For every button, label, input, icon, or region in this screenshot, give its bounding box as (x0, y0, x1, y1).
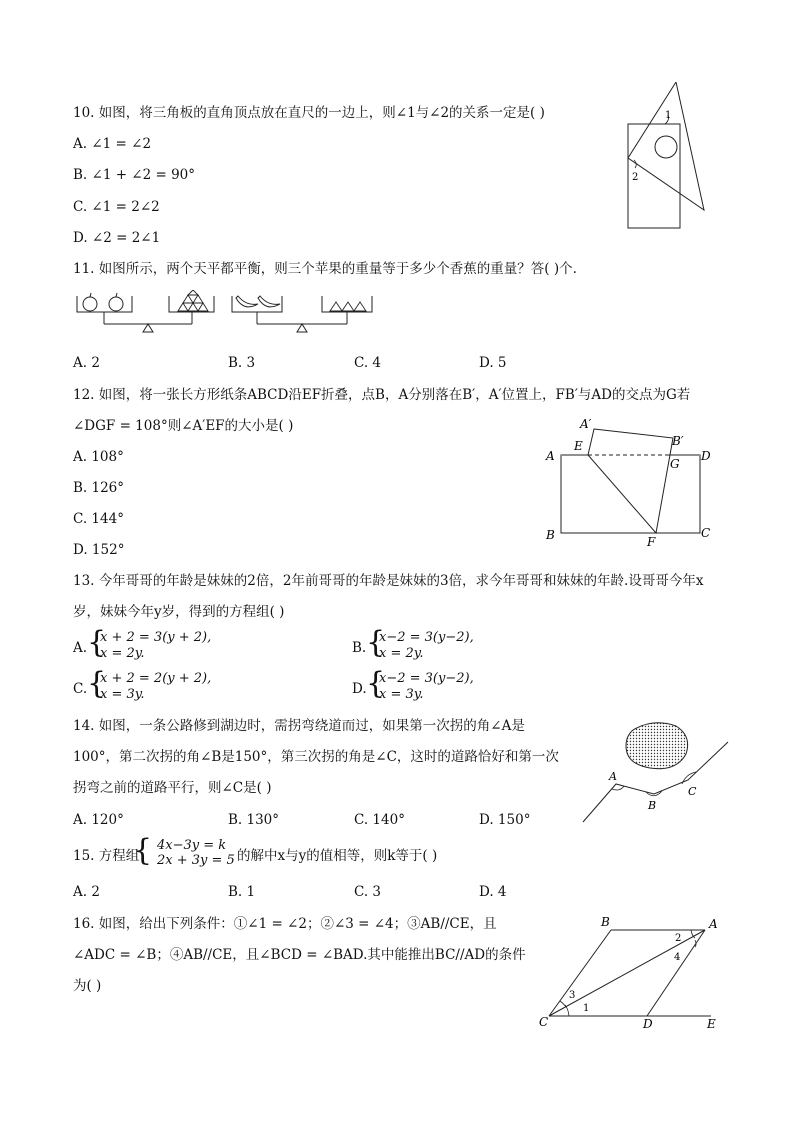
q13-stem-line2: 岁，妹妹今年y岁，得到的方程组( ) (73, 604, 285, 620)
q14-option-a[interactable]: A. 120° (73, 812, 124, 828)
q12-label-g: G (670, 457, 680, 471)
q11-option-c[interactable]: C. 4 (354, 355, 382, 371)
q13-option-d-eq2: x = 3y. (379, 687, 424, 702)
q10-label-1: 1 (665, 110, 672, 121)
q15-option-c[interactable]: C. 3 (354, 884, 382, 900)
q13-option-c-eq1: x + 2 = 2(y + 2), (100, 671, 212, 686)
q15-suffix: 的解中x与y的值相等，则k等于( ) (237, 848, 438, 864)
q12-label-d: D (701, 449, 711, 463)
q12-stem-line1: 12. 如图，将一张长方形纸条ABCD沿EF折叠，点B，A分别落在B′，A′位置上，FB′与AD的交点为G若 (73, 387, 691, 403)
q14-option-d[interactable]: D. 150° (479, 812, 531, 828)
q11-stem: 11. 如图所示，两个天平都平衡，则三个苹果的重量等于多少个香蕉的重量？答( )个. (73, 261, 577, 277)
q13-option-b-brace: { (366, 625, 386, 660)
q16-figure-parallelogram (535, 912, 725, 1034)
q12-label-c: C (701, 526, 711, 540)
weight-triangles-left (178, 290, 208, 311)
q14-label-b: B (648, 799, 657, 812)
q10-label-2: 2 (632, 172, 639, 183)
q13-option-b-letter: B. (352, 640, 367, 656)
q12-label-b: B (546, 528, 555, 542)
q13-option-d-brace: { (366, 666, 386, 701)
q12-option-c[interactable]: C. 144° (73, 511, 124, 527)
q16-label-c: C (539, 1015, 549, 1029)
q10-option-b[interactable]: B. ∠1 + ∠2 = 90° (73, 167, 196, 183)
q12-stem-line2: ∠DGF = 108°则∠A′EF的大小是( ) (73, 418, 294, 434)
q12-option-b[interactable]: B. 126° (73, 480, 125, 496)
q13-stem-line1: 13. 今年哥哥的年龄是妹妹的2倍，2年前哥哥的年龄是妹妹的3倍，求今年哥哥和妹妹的年龄.设哥哥今年x (73, 573, 704, 589)
q10-stem: 10. 如图，将三角板的直角顶点放在直尺的一边上，则∠1与∠2的关系一定是( ) (73, 105, 545, 121)
q16-stem-line2: ∠ADC = ∠B；④AB//CE，且∠BCD = ∠BAD.其中能推出BC//AD的条件 (73, 947, 526, 963)
q12-label-f: F (647, 535, 656, 547)
q13-option-a-eq1: x + 2 = 3(y + 2), (100, 630, 212, 645)
q16-label-b: B (601, 915, 610, 929)
q16-label-1: 1 (583, 1003, 590, 1014)
q15-prefix: 15. 方程组 (73, 848, 140, 864)
q12-figure-folded-paper (540, 412, 720, 547)
q14-option-c[interactable]: C. 140° (354, 812, 405, 828)
q12-option-d[interactable]: D. 152° (73, 542, 125, 558)
banana-icon (258, 296, 280, 307)
q13-option-c-brace: { (87, 666, 107, 701)
q15-option-d[interactable]: D. 4 (479, 884, 507, 900)
q14-stem-line3: 拐弯之前的道路平行，则∠C是( ) (73, 780, 272, 796)
q13-option-c-eq2: x = 3y. (100, 687, 145, 702)
q16-stem-line3: 为( ) (73, 978, 102, 994)
q13-option-c-letter: C. (73, 681, 88, 697)
q10-option-a[interactable]: A. ∠1 = ∠2 (73, 136, 152, 152)
q14-label-c: C (688, 785, 697, 798)
q12-label-b-prime: B′ (672, 434, 684, 448)
q12-label-a-prime: A′ (580, 417, 592, 431)
q16-label-a: A (709, 917, 718, 931)
q12-label-a: A (546, 449, 555, 463)
q16-label-2: 2 (675, 933, 682, 944)
q10-option-c[interactable]: C. ∠1 = 2∠2 (73, 199, 160, 215)
q14-stem-line1: 14. 如图，一条公路修到湖边时，需拐弯绕道而过，如果第一次拐的角∠A是 (73, 718, 525, 734)
q13-option-a-letter: A. (73, 640, 88, 656)
q13-option-d-letter: D. (352, 681, 367, 697)
q10-figure-ruler-triangle (618, 76, 713, 236)
q16-label-3: 3 (569, 990, 576, 1001)
q15-brace: { (133, 833, 153, 868)
q10-option-d[interactable]: D. ∠2 = 2∠1 (73, 230, 161, 246)
q13-option-b-eq2: x = 2y. (379, 646, 424, 661)
q15-option-a[interactable]: A. 2 (73, 884, 100, 900)
weight-triangles-right (330, 302, 366, 311)
q14-label-a: A (609, 770, 617, 783)
q13-option-d-eq1: x−2 = 3(y−2), (379, 671, 474, 686)
banana-icon (236, 296, 258, 307)
q14-option-b[interactable]: B. 130° (228, 812, 280, 828)
q14-stem-line2: 100°，第二次拐的角∠B是150°，第三次拐的角是∠C，这时的道路恰好和第一次 (73, 749, 559, 765)
q13-option-a-brace: { (87, 625, 107, 660)
q16-label-d: D (643, 1017, 653, 1031)
q12-option-a[interactable]: A. 108° (73, 449, 124, 465)
q11-option-a[interactable]: A. 2 (73, 355, 100, 371)
q16-stem-line1: 16. 如图，给出下列条件：①∠1 = ∠2；②∠3 = ∠4；③AB//CE，且 (73, 916, 497, 932)
q16-label-4: 4 (674, 952, 681, 963)
q11-option-b[interactable]: B. 3 (228, 355, 256, 371)
q11-figure-balances (74, 290, 374, 336)
apple-icon (109, 293, 123, 311)
q15-eq2: 2x + 3y = 5 (157, 853, 235, 868)
q16-label-e: E (707, 1017, 716, 1031)
q11-option-d[interactable]: D. 5 (479, 355, 507, 371)
q14-figure-road-lake (578, 716, 738, 826)
q12-label-e: E (574, 439, 583, 453)
apple-icon (83, 293, 97, 311)
q15-option-b[interactable]: B. 1 (228, 884, 256, 900)
q13-option-a-eq2: x = 2y. (100, 646, 145, 661)
q15-eq1: 4x−3y = k (157, 838, 227, 853)
lake (626, 723, 688, 769)
q13-option-b-eq1: x−2 = 3(y−2), (379, 630, 474, 645)
